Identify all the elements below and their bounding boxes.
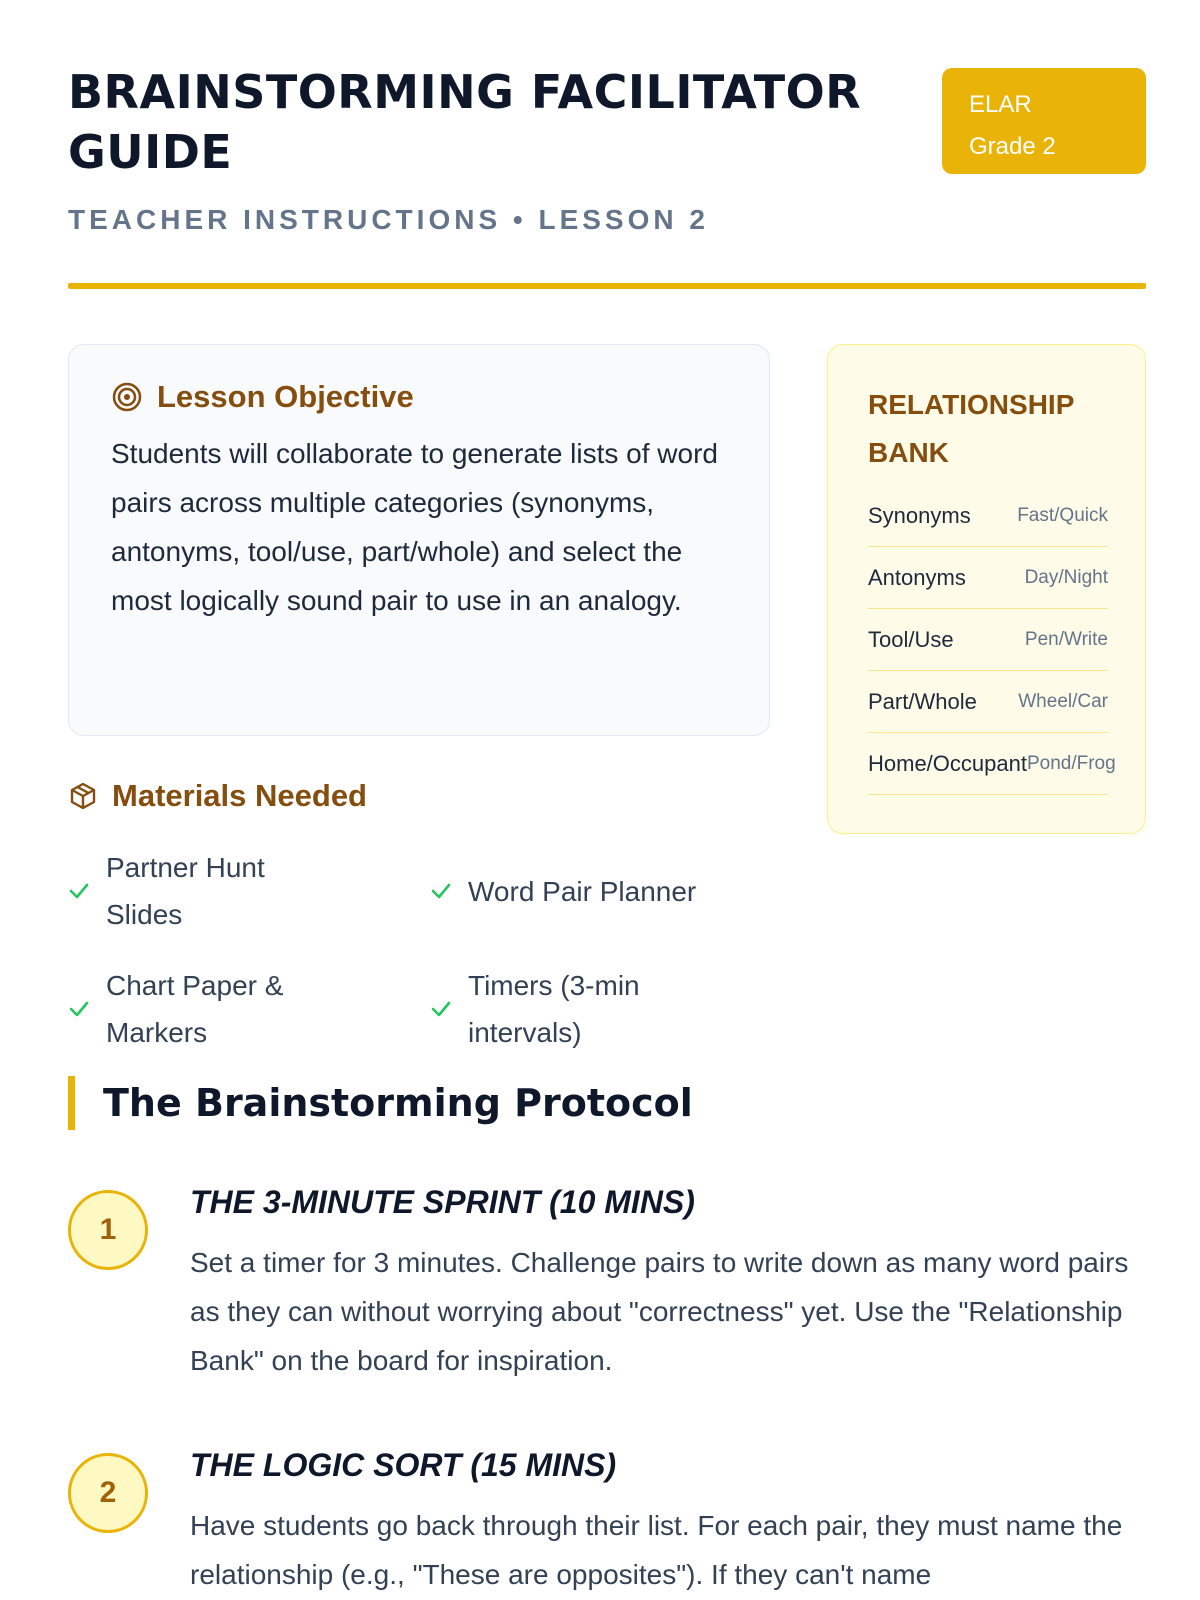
protocol-step <box>68 1443 1146 1599</box>
bank-row <box>868 609 1108 671</box>
step-text: Have students go back through their list. For each pair, they must name the relationship (e.g., "These are opposites"). If they can't name <box>190 1510 1123 1590</box>
objective-heading: Lesson Objective <box>157 379 414 414</box>
header-divider <box>68 283 1146 289</box>
material-item: Timers (3-min intervals) <box>430 962 770 1056</box>
target-icon <box>111 381 143 413</box>
step-number: 1 <box>68 1190 148 1270</box>
page-title: BRAINSTORMING FACILITATOR GUIDE <box>68 65 862 179</box>
relationship-type: Antonyms <box>868 564 966 590</box>
lesson-objective-card <box>68 344 770 736</box>
badge-grade: Grade 2 <box>969 133 1056 160</box>
relationship-example: Wheel/Car <box>1018 690 1108 712</box>
relationship-example: Pond/Frog <box>1026 752 1116 774</box>
check-icon <box>68 998 90 1020</box>
material-item: Partner Hunt Slides <box>68 844 430 938</box>
materials-list <box>68 844 770 1056</box>
material-item: Word Pair Planner <box>430 844 770 938</box>
step-number: 2 <box>68 1453 148 1533</box>
badge-subject: ELAR <box>969 91 1032 118</box>
check-icon <box>68 880 90 902</box>
relationship-bank <box>827 344 1146 834</box>
relationship-example: Pen/Write <box>1024 628 1108 650</box>
protocol-step <box>68 1180 1146 1385</box>
bank-row <box>868 485 1108 547</box>
step-text: Set a timer for 3 minutes. Challenge pairs to write down as many word pairs as they can without worrying about "correctness" yet. Use the "Relationship Bank" on the board for inspiration. <box>190 1247 1129 1376</box>
relationship-example: Fast/Quick <box>1017 504 1108 526</box>
bank-list <box>868 485 1116 795</box>
relationship-type: Part/Whole <box>868 688 977 714</box>
check-icon <box>430 998 452 1020</box>
objective-text: Students will collaborate to generate lists of word pairs across multiple categories (synonyms, antonyms, tool/use, part/whole) and select the most logically sound pair to use in an analogy. <box>111 438 718 616</box>
material-item: Chart Paper & Markers <box>68 962 430 1056</box>
step-title: THE LOGIC SORT (15 MINS) <box>190 1447 617 1483</box>
relationship-type: Tool/Use <box>868 626 954 652</box>
step-title: THE 3-MINUTE SPRINT (10 MINS) <box>190 1184 695 1220</box>
bank-row <box>868 671 1108 733</box>
box-icon <box>68 781 98 811</box>
check-icon <box>430 880 452 902</box>
bank-title: RELATIONSHIP BANK <box>868 389 1074 468</box>
materials-section <box>68 778 770 1056</box>
relationship-type: Home/Occupant <box>868 750 1027 776</box>
protocol-heading: The Brainstorming Protocol <box>68 1076 693 1130</box>
page-header <box>68 62 1146 236</box>
relationship-type: Synonyms <box>868 502 971 528</box>
page-subtitle: TEACHER INSTRUCTIONS • LESSON 2 <box>68 204 709 235</box>
materials-heading: Materials Needed <box>112 778 367 813</box>
subject-badge <box>942 68 1146 174</box>
bank-row <box>868 547 1108 609</box>
bank-row <box>868 733 1116 795</box>
relationship-example: Day/Night <box>1024 566 1108 588</box>
